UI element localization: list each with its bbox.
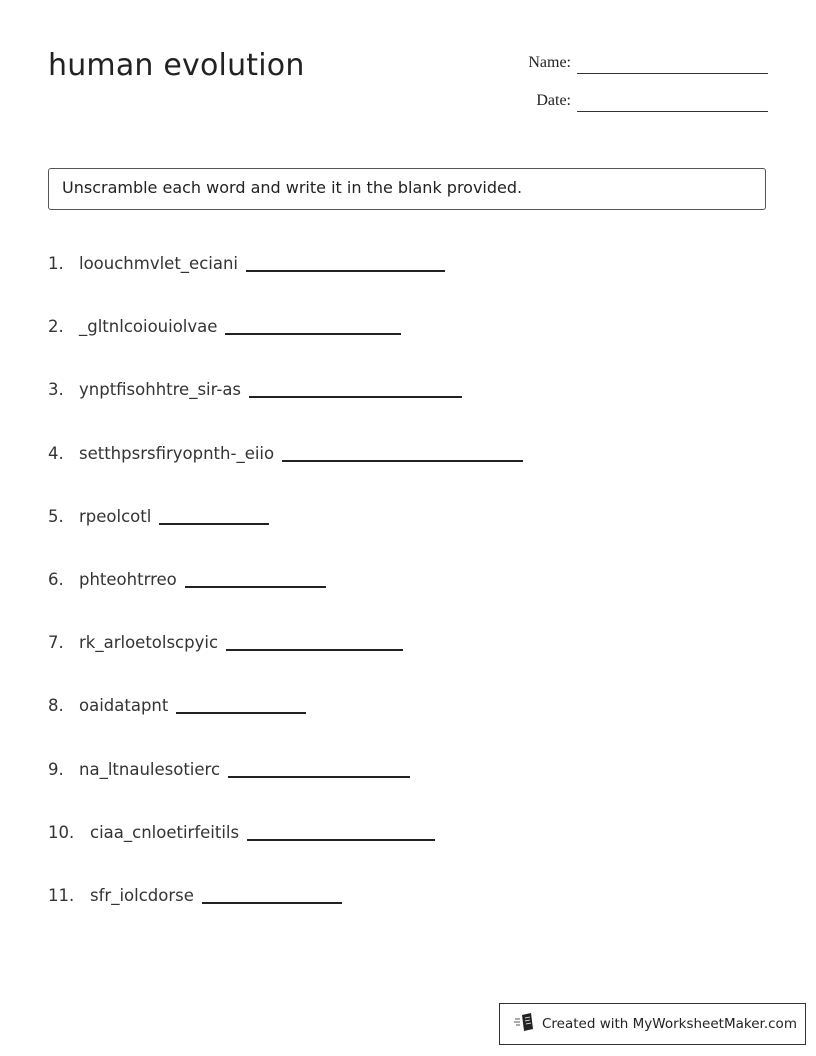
item-number: 4. (48, 444, 64, 463)
item-number: 6. (48, 570, 64, 589)
scrambled-word: rk_arloetolscpyic (79, 633, 219, 652)
list-item (48, 633, 403, 652)
answer-blank[interactable] (228, 776, 410, 778)
answer-blank[interactable] (249, 396, 462, 398)
date-blank[interactable] (577, 111, 768, 112)
scrambled-word: rpeolcotl (79, 507, 152, 526)
scrambled-word: ciaa_cnloetirfeitils (90, 823, 240, 842)
list-item (48, 507, 269, 526)
name-blank[interactable] (577, 73, 768, 74)
scrambled-word: oaidatapnt (79, 696, 169, 715)
item-number: 8. (48, 696, 64, 715)
date-field (511, 92, 768, 110)
list-item (48, 823, 435, 842)
item-number: 3. (48, 380, 64, 399)
list-item (48, 886, 342, 905)
list-item (48, 444, 523, 463)
scrambled-word: setthpsrsfiryopnth-_eiio (79, 444, 275, 463)
answer-blank[interactable] (282, 460, 523, 462)
answer-blank[interactable] (225, 333, 401, 335)
item-number: 5. (48, 507, 64, 526)
answer-blank[interactable] (176, 712, 306, 714)
worksheet-maker-logo-icon (514, 1012, 542, 1036)
scrambled-word: ynptfisohhtre_sir-as (79, 380, 242, 399)
instructions-box: Unscramble each word and write it in the blank provided. (48, 168, 766, 210)
item-number: 9. (48, 760, 64, 779)
scrambled-word: sfr_iolcdorse (90, 886, 194, 905)
item-number: 11. (48, 886, 75, 905)
item-number: 7. (48, 633, 64, 652)
answer-blank[interactable] (202, 902, 342, 904)
footer-credit[interactable] (499, 1003, 806, 1045)
list-item (48, 760, 410, 779)
answer-blank[interactable] (185, 586, 326, 588)
list-item (48, 254, 445, 273)
scrambled-word: _gltnlcoiouiolvae (79, 317, 218, 336)
item-number: 2. (48, 317, 64, 336)
scrambled-word: loouchmvlet_eciani (79, 254, 239, 273)
answer-blank[interactable] (246, 270, 445, 272)
worksheet-title: human evolution (48, 48, 305, 83)
item-number: 10. (48, 823, 75, 842)
list-item (48, 570, 326, 589)
answer-blank[interactable] (159, 523, 269, 525)
list-item (48, 696, 306, 715)
list-item (48, 317, 401, 336)
answer-blank[interactable] (226, 649, 403, 651)
item-number: 1. (48, 254, 64, 273)
name-field (511, 54, 768, 72)
scrambled-word: phteohtrreo (79, 570, 177, 589)
footer-text: Created with MyWorksheetMaker.com (542, 1016, 797, 1032)
scrambled-word: na_ltnaulesotierc (79, 760, 221, 779)
answer-blank[interactable] (247, 839, 435, 841)
date-label: Date: (536, 92, 571, 109)
list-item (48, 380, 462, 399)
name-label: Name: (528, 54, 571, 71)
